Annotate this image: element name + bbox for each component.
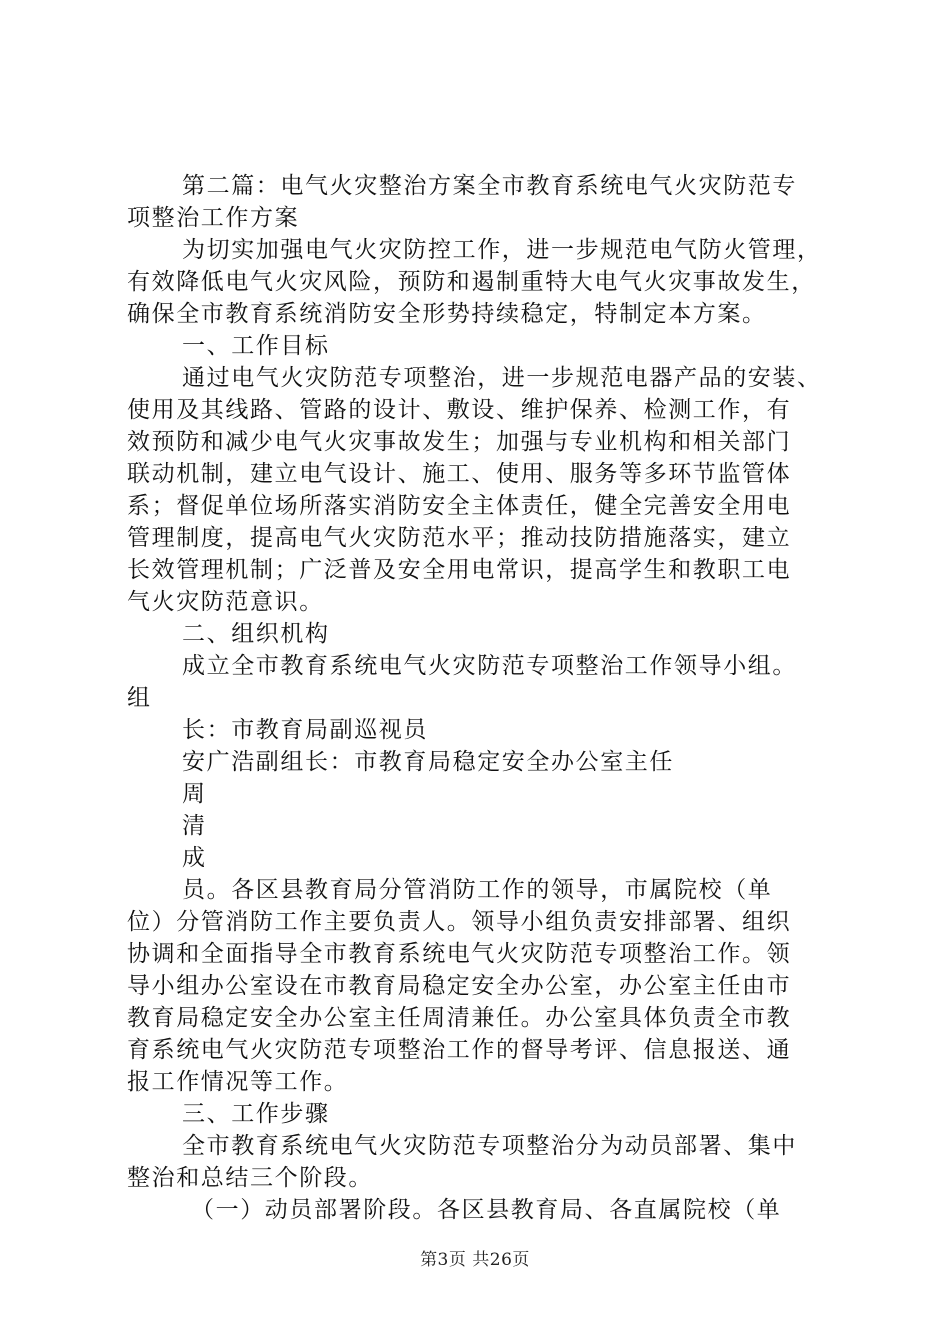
- text-line: 整治和总结三个阶段。: [127, 1165, 373, 1191]
- text-line: 全市教育系统电气火灾防范专项整治分为动员部署、集中: [182, 1133, 797, 1159]
- text-line: 三、工作步骤: [182, 1101, 330, 1127]
- text-line: 使用及其线路、管路的设计、敷设、维护保养、检测工作，有: [127, 397, 792, 423]
- text-line: 系；督促单位场所落实消防安全主体责任，健全完善安全用电: [127, 493, 792, 519]
- text-line: 安广浩副组长：市教育局稳定安全办公室主任: [182, 749, 674, 775]
- text-line: 二、组织机构: [182, 621, 330, 647]
- text-line: 育系统电气火灾防范专项整治工作的督导考评、信息报送、通: [127, 1037, 792, 1063]
- text-line: 有效降低电气火灾风险，预防和遏制重特大电气火灾事故发生，: [127, 269, 816, 295]
- text-line: 气火灾防范意识。: [127, 589, 324, 615]
- text-line: 教育局稳定安全办公室主任周清兼任。办公室具体负责全市教: [127, 1005, 792, 1031]
- text-line: 确保全市教育系统消防安全形势持续稳定，特制定本方案。: [127, 301, 767, 327]
- text-line: 成立全市教育系统电气火灾防范专项整治工作领导小组。: [182, 653, 797, 679]
- page-number-footer: 第3页 共26页: [420, 1250, 530, 1270]
- text-line: 效预防和减少电气火灾事故发生；加强与专业机构和相关部门: [127, 429, 792, 455]
- text-line: 联动机制，建立电气设计、施工、使用、服务等多环节监管体: [127, 461, 792, 487]
- text-line: 组: [127, 685, 152, 711]
- text-line: 为切实加强电气火灾防控工作，进一步规范电气防火管理，: [182, 237, 822, 263]
- text-line: 导小组办公室设在市教育局稳定安全办公室，办公室主任由市: [127, 973, 792, 999]
- text-line: 清: [182, 813, 207, 839]
- document-body: [127, 170, 831, 1226]
- text-line: 成: [182, 845, 207, 871]
- text-line: 周: [182, 781, 207, 807]
- text-line: 管理制度，提高电气火灾防范水平；推动技防措施落实，建立: [127, 525, 792, 551]
- text-line: 长：市教育局副巡视员: [182, 717, 428, 743]
- text-line: 位）分管消防工作主要负责人。领导小组负责安排部署、组织: [127, 909, 792, 935]
- text-line: 项整治工作方案: [127, 205, 300, 231]
- text-line: 第二篇：电气火灾整治方案全市教育系统电气火灾防范专: [182, 173, 797, 199]
- text-line: 长效管理机制；广泛普及安全用电常识，提高学生和教职工电: [127, 557, 792, 583]
- text-line: 一、工作目标: [182, 333, 330, 359]
- text-line: 报工作情况等工作。: [127, 1069, 349, 1095]
- text-line: 协调和全面指导全市教育系统电气火灾防范专项整治工作。领: [127, 941, 792, 967]
- text-line: 员。各区县教育局分管消防工作的领导，市属院校（单: [182, 877, 773, 903]
- text-line: 通过电气火灾防范专项整治，进一步规范电器产品的安装、: [182, 365, 822, 391]
- text-line: （一）动员部署阶段。各区县教育局、各直属院校（单: [191, 1197, 782, 1223]
